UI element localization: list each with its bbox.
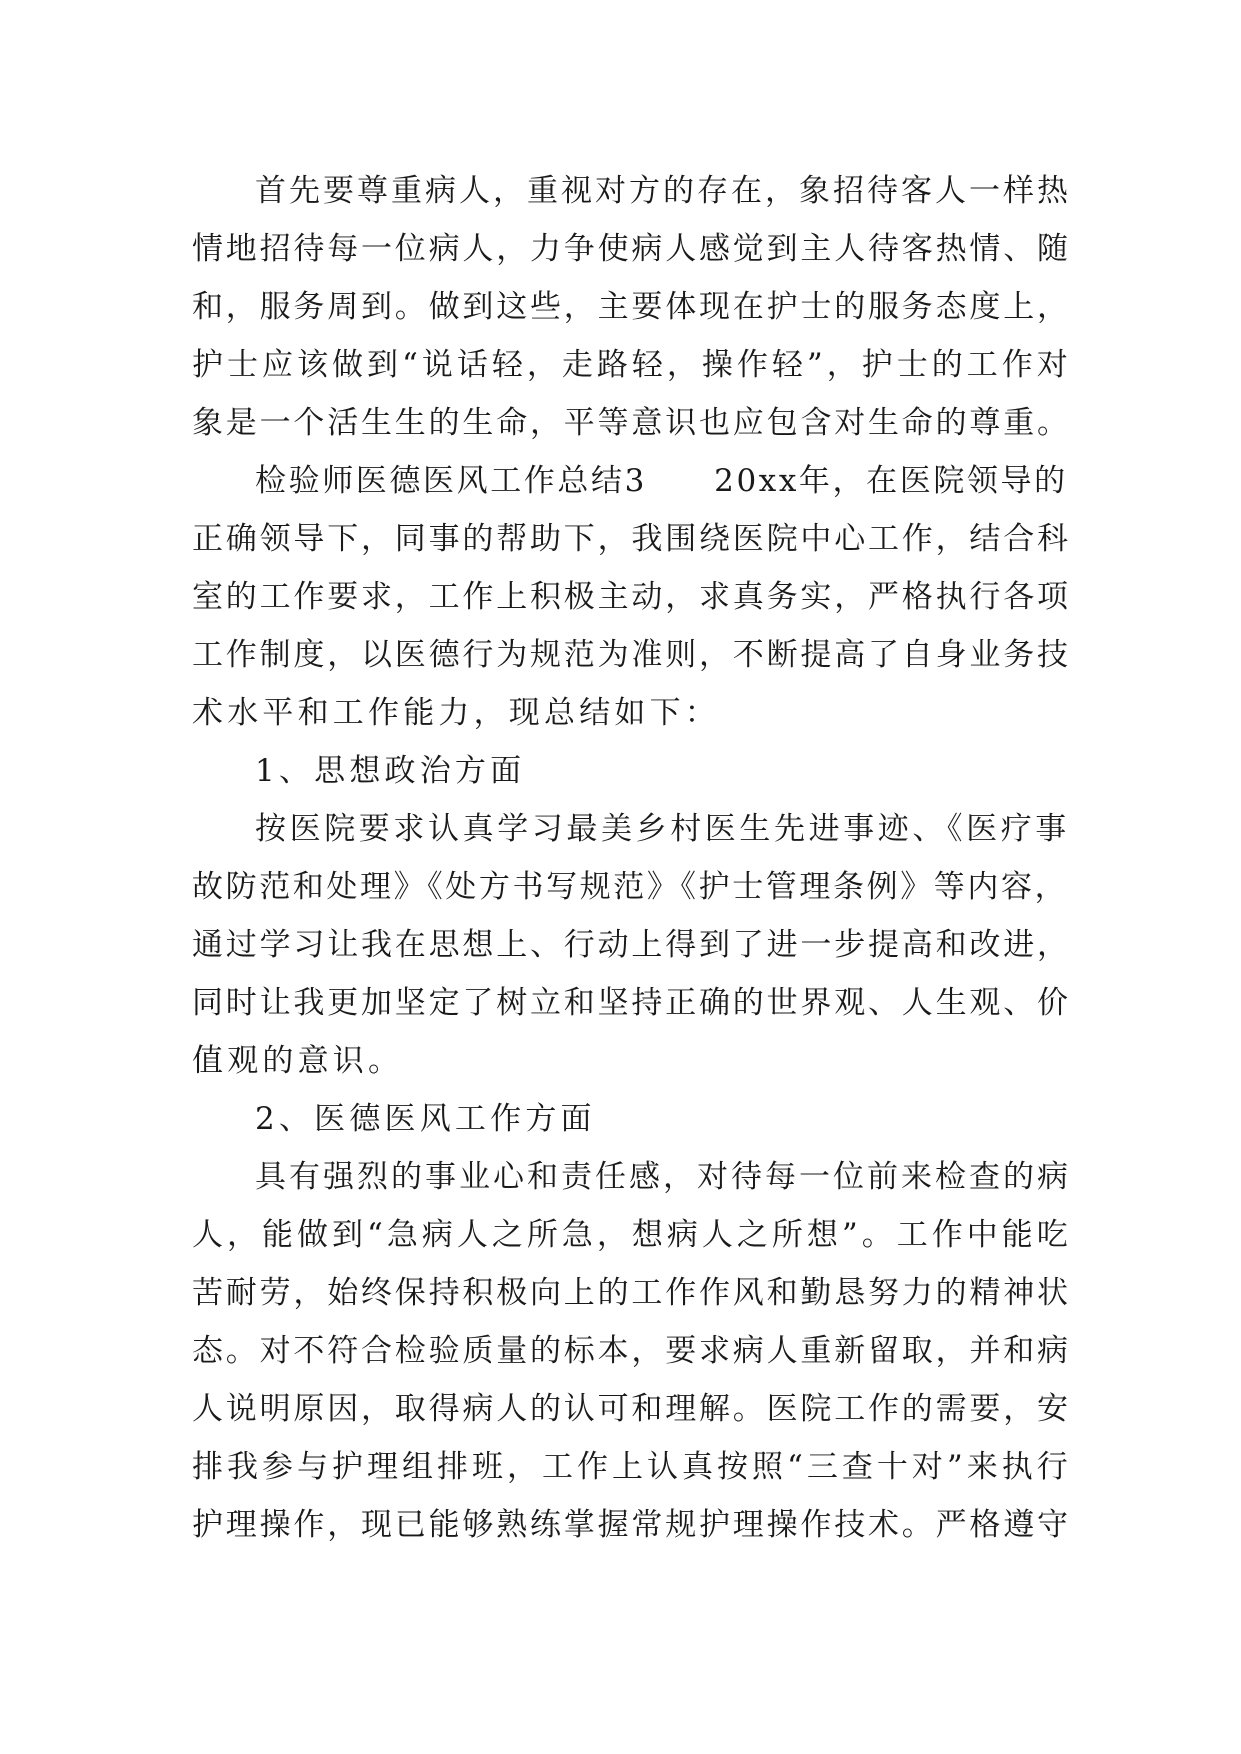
text-line: 值观的意识。 xyxy=(192,1043,404,1079)
text-line: 室的工作要求，工作上积极主动，求真务实，严格执行各项 xyxy=(192,579,1071,615)
text-line: 具有强烈的事业心和责任感，对待每一位前来检查的病 xyxy=(255,1159,1071,1195)
text-line: 同时让我更加坚定了树立和坚持正确的世界观、人生观、价 xyxy=(192,985,1071,1021)
text-line: 故防范和处理》《处方书写规范》《护士管理条例》等内容， xyxy=(192,869,1069,905)
text-line: 排我参与护理组排班，工作上认真按照“三查十对”来执行 xyxy=(192,1449,1072,1485)
text-line: 人说明原因，取得病人的认可和理解。医院工作的需要，安 xyxy=(192,1391,1071,1427)
text-line: 工作制度，以医德行为规范为准则，不断提高了自身业务技 xyxy=(192,637,1071,673)
document-body xyxy=(192,162,1072,1554)
text-line: 护士应该做到“说话轻，走路轻，操作轻”，护士的工作对 xyxy=(192,347,1072,383)
text-line: 首先要尊重病人，重视对方的存在，象招待客人一样热 xyxy=(255,173,1071,209)
text-line: 苦耐劳，始终保持积极向上的工作作风和勤恳努力的精神状 xyxy=(192,1275,1071,1311)
text-line: 术水平和工作能力，现总结如下： xyxy=(192,695,720,731)
text-line: 按医院要求认真学习最美乡村医生先进事迹、《医疗事 xyxy=(255,811,1070,847)
text-line: 人，能做到“急病人之所急，想病人之所想”。工作中能吃 xyxy=(192,1217,1072,1253)
text-line: 象是一个活生生的生命，平等意识也应包含对生命的尊重。 xyxy=(192,405,1071,441)
text-line: 2、医德医风工作方面 xyxy=(255,1101,596,1137)
text-line: 通过学习让我在思想上、行动上得到了进一步提高和改进， xyxy=(192,927,1071,963)
text-line: 1、思想政治方面 xyxy=(255,753,526,789)
text-line: 情地招待每一位病人，力争使病人感觉到主人待客热情、随 xyxy=(192,231,1071,267)
text-line: 检验师医德医风工作总结3 20xx年，在医院领导的 xyxy=(255,463,1068,499)
text-line: 和，服务周到。做到这些，主要体现在护士的服务态度上， xyxy=(192,289,1071,325)
text-line: 态。对不符合检验质量的标本，要求病人重新留取，并和病 xyxy=(192,1333,1071,1369)
text-line: 正确领导下，同事的帮助下，我围绕医院中心工作，结合科 xyxy=(192,521,1071,557)
text-line: 护理操作，现已能够熟练掌握常规护理操作技术。严格遵守 xyxy=(192,1507,1071,1543)
